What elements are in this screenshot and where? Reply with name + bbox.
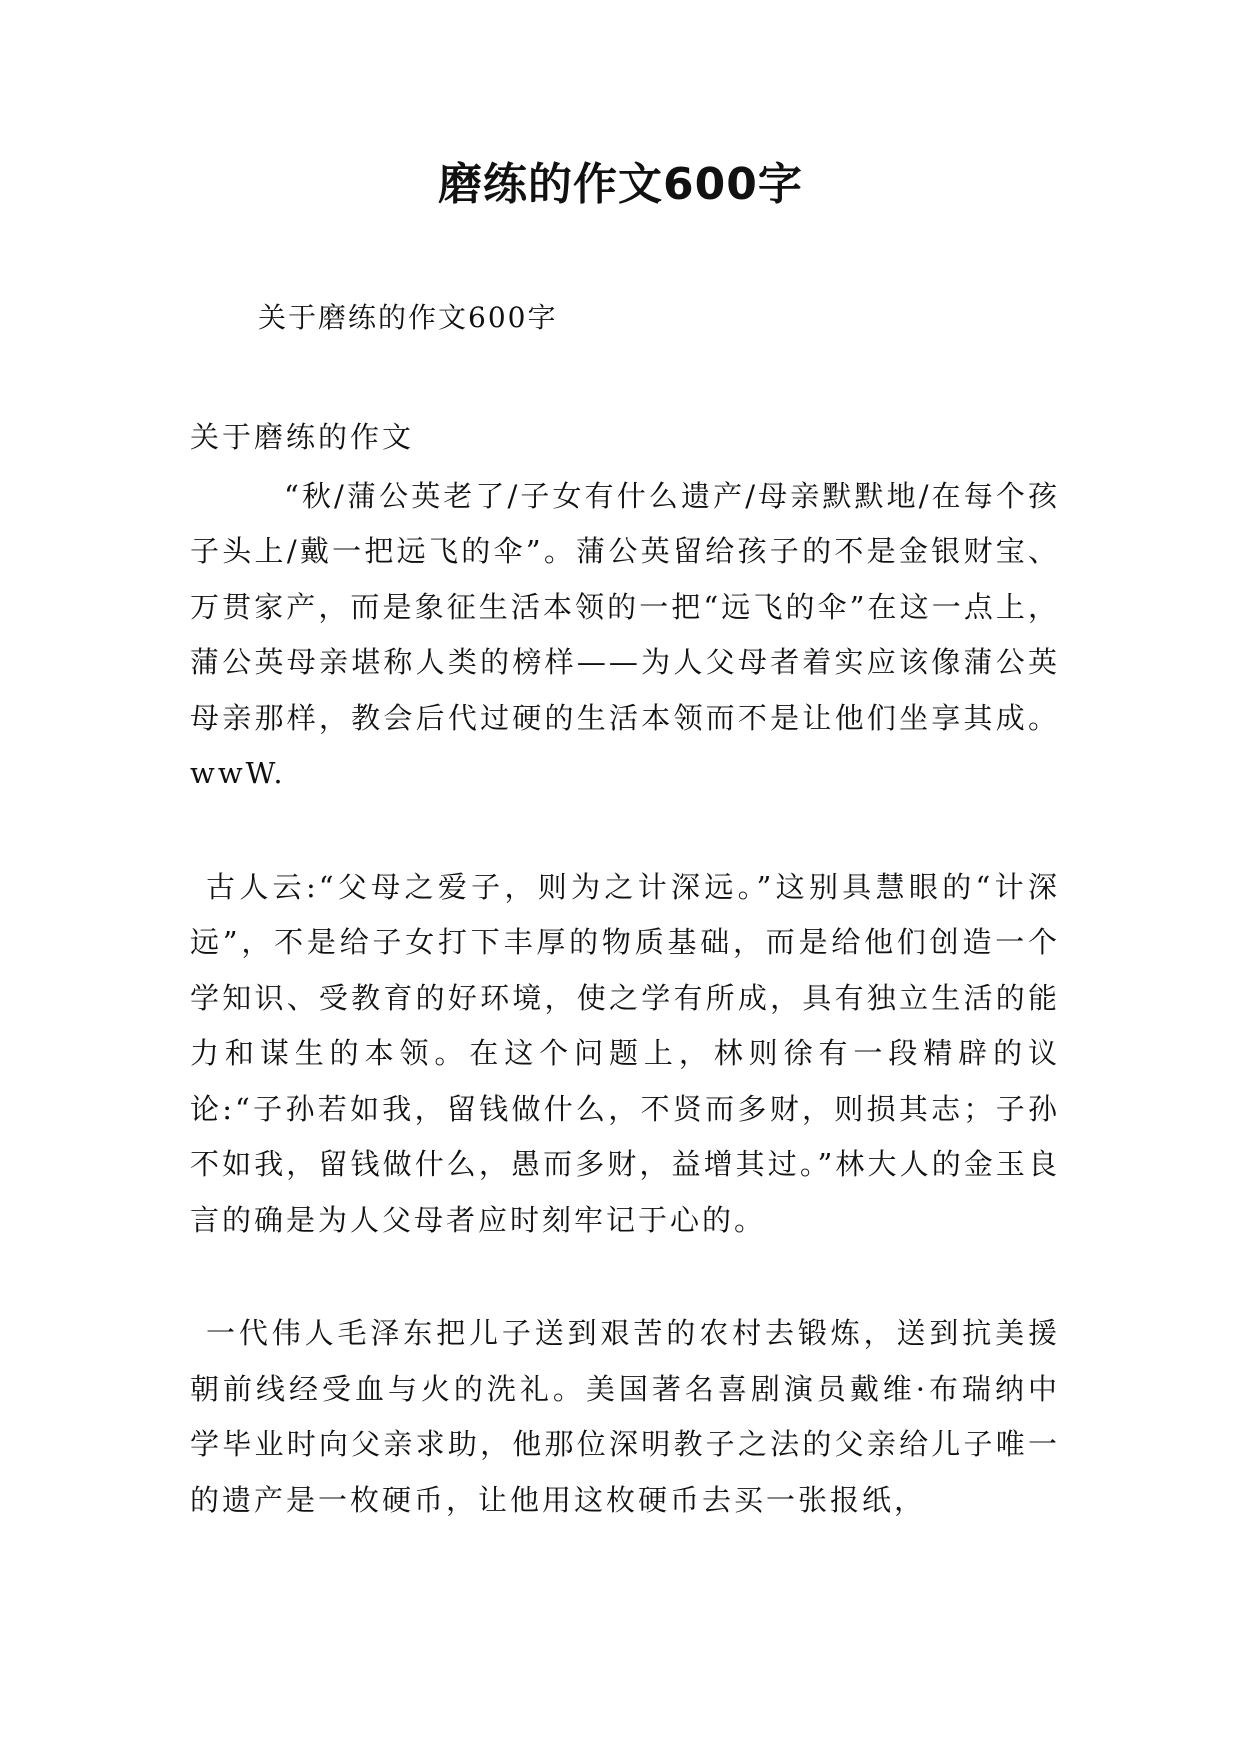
paragraph-1: “秋/蒲公英老了/子女有什么遗产/母亲默默地/在每个孩子头上/戴一把远飞的伞”。蒲公英留给孩子的不是金银财宝、万贯家产，而是象征生活本领的一把“远飞的伞”在这一点上，蒲公英母亲堪称人类的榜样——为人父母者着实应该像蒲公英母亲那样，教会后代过硬的生活本领而不是让他们坐享其成。wwW.: [190, 478, 1060, 790]
paragraph-2: 古人云:“父母之爱子，则为之计深远。”这别具慧眼的“计深远”，不是给子女打下丰厚的物质基础，而是给他们创造一个学知识、受教育的好环境，使之学有所成，具有独立生活的能力和谋生的本领。在这个问题上，林则徐有一段精辟的议论:“子孙若如我，留钱做什么，不贤而多财，则损其志；子孙不如我，留钱做什么，愚而多财，益增其过。”林大人的金玉良言的确是为人父母者应时刻牢记于心的。: [190, 869, 1060, 1237]
document-body: [190, 410, 1060, 1528]
document-title: 磨练的作文600字: [438, 159, 803, 210]
paragraph-3: 一代伟人毛泽东把儿子送到艰苦的农村去锻炼，送到抗美援朝前线经受血与火的洗礼。美国著名喜剧演员戴维·布瑞纳中学毕业时向父亲求助，他那位深明教子之法的父亲给儿子唯一的遗产是一枚硬币，让他用这枚硬币去买一张报纸，: [190, 1316, 1060, 1517]
section-heading: 关于磨练的作文: [190, 420, 415, 454]
document-subtitle: 关于磨练的作文600字: [258, 301, 558, 334]
